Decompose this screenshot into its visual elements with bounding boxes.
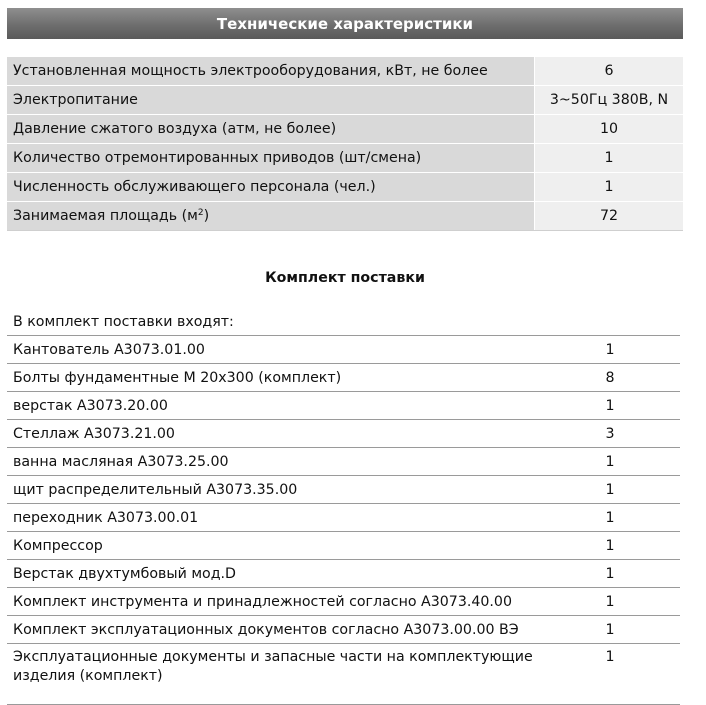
spec-name-text: Занимаемая площадь (м: [13, 208, 198, 224]
kit-intro: В комплект поставки входят:: [7, 308, 540, 336]
spec-name-tail: ): [203, 208, 210, 224]
table-row: [7, 364, 680, 392]
kit-item-qty: 8: [540, 364, 680, 392]
table-row: [7, 115, 683, 144]
spec-name: Численность обслуживающего персонала (чел.): [7, 173, 534, 202]
spec-name: Количество отремонтированных приводов (шт/смена): [7, 144, 534, 173]
table-row: [7, 392, 680, 420]
kit-table: [7, 308, 680, 705]
table-row: [7, 504, 680, 532]
table-row: [7, 616, 680, 644]
kit-title: Комплект поставки: [265, 270, 425, 286]
kit-item-qty: 1: [540, 476, 680, 504]
spec-name: Давление сжатого воздуха (атм, не более): [7, 115, 534, 144]
table-row: [7, 644, 680, 705]
spec-name: [7, 202, 534, 231]
table-row: [7, 144, 683, 173]
specs-title: Технические характеристики: [7, 8, 683, 39]
kit-item-qty: 1: [540, 560, 680, 588]
spec-name: Электропитание: [7, 86, 534, 115]
kit-item-name: Компрессор: [7, 532, 540, 560]
table-row: [7, 57, 683, 86]
kit-item-name: Болты фундаментные М 20х300 (комплект): [7, 364, 540, 392]
kit-item-qty: 1: [540, 392, 680, 420]
kit-item-qty: 1: [540, 532, 680, 560]
kit-item-name: Эксплуатационные документы и запасные части на комплектующие изделия (комплект): [7, 644, 540, 705]
kit-item-name: ванна масляная А3073.25.00: [7, 448, 540, 476]
spec-value: 1: [535, 144, 683, 173]
table-row: [7, 202, 683, 231]
kit-item-name: Комплект эксплуатационных документов согласно А3073.00.00 ВЭ: [7, 616, 540, 644]
table-row: [7, 336, 680, 364]
spec-value: 3~50Гц 380В, N: [535, 86, 683, 115]
kit-item-name: переходник А3073.00.01: [7, 504, 540, 532]
table-row: [7, 86, 683, 115]
kit-item-qty: 1: [540, 588, 680, 616]
spec-name-superscript: 2: [197, 208, 204, 218]
kit-item-name: верстак А3073.20.00: [7, 392, 540, 420]
kit-item-qty: 1: [540, 644, 680, 705]
spec-value: 6: [535, 57, 683, 86]
kit-item-qty: 1: [540, 448, 680, 476]
kit-item-qty: 1: [540, 616, 680, 644]
kit-item-name: Кантователь А3073.01.00: [7, 336, 540, 364]
spec-name: Установленная мощность электрооборудования, кВт, не более: [7, 57, 534, 86]
table-row: [7, 448, 680, 476]
specs-table: [7, 57, 683, 231]
table-row: [7, 532, 680, 560]
kit-item-name: Комплект инструмента и принадлежностей согласно А3073.40.00: [7, 588, 540, 616]
spec-value: 1: [535, 173, 683, 202]
kit-item-qty: 1: [540, 336, 680, 364]
table-row: [7, 588, 680, 616]
table-row: [7, 173, 683, 202]
kit-item-name: Стеллаж А3073.21.00: [7, 420, 540, 448]
kit-item-qty: 1: [540, 504, 680, 532]
spec-value: 72: [535, 202, 683, 231]
kit-item-qty: 3: [540, 420, 680, 448]
spec-value: 10: [535, 115, 683, 144]
table-row: [7, 308, 680, 336]
table-row: [7, 476, 680, 504]
kit-item-name: щит распределительный А3073.35.00: [7, 476, 540, 504]
table-row: [7, 560, 680, 588]
table-row: [7, 420, 680, 448]
kit-item-name: Верстак двухтумбовый мод.D: [7, 560, 540, 588]
